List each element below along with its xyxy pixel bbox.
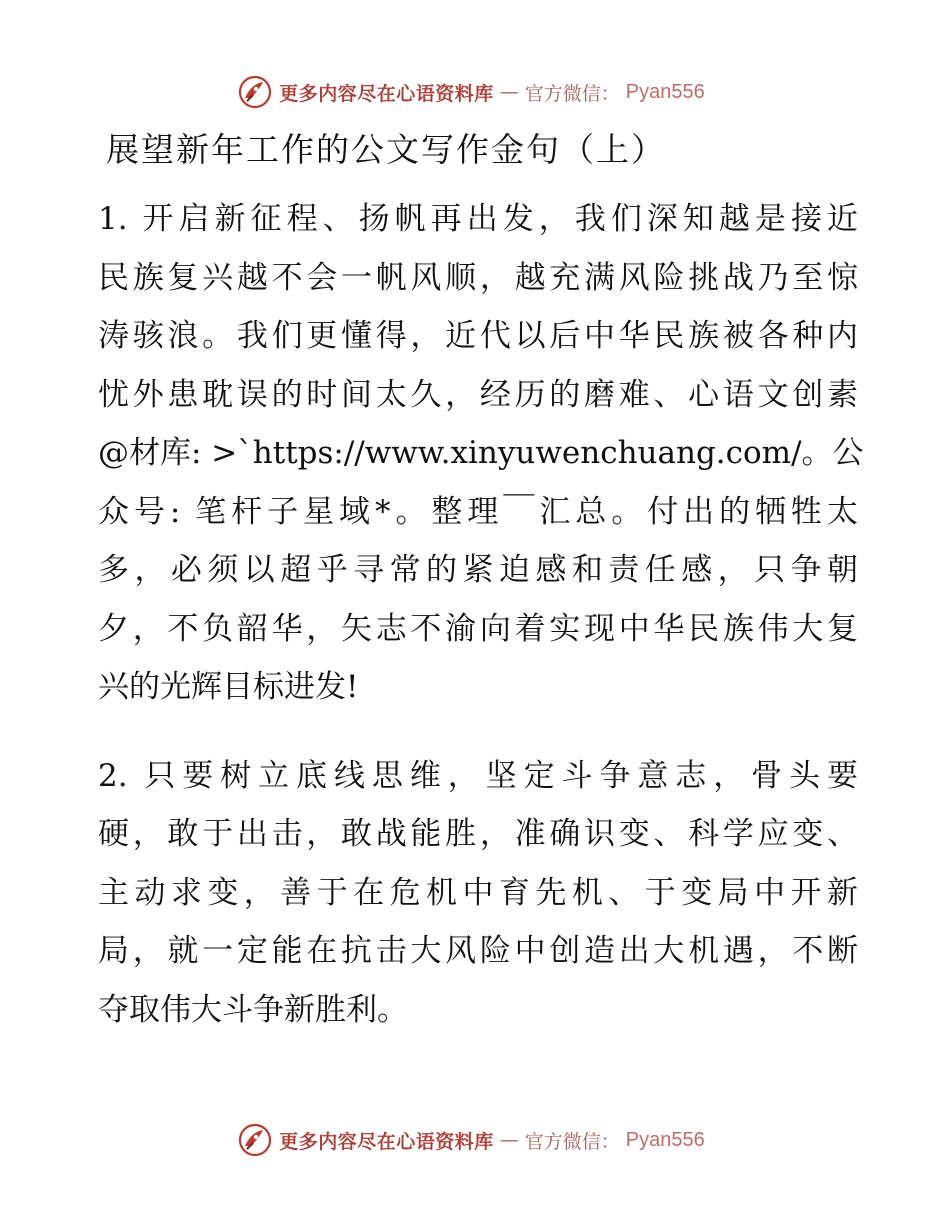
pen-nib-logo-icon — [237, 74, 273, 110]
pen-nib-logo-icon — [237, 1122, 273, 1158]
paragraph-line: 忧外患耽误的时间太久，经历的磨难、心语文创素 — [98, 376, 858, 413]
paragraph-line: 众号: 笔杆子星域*。整理￣汇总。付出的牺牲太 — [98, 493, 858, 530]
document-body — [98, 190, 864, 1069]
paragraph-line: 夺取伟大斗争新胜利。 — [98, 991, 408, 1028]
paragraph-line: 兴的光辉目标进发! — [98, 669, 359, 705]
paragraph-2 — [98, 747, 858, 1040]
paragraph-line: 局，就一定能在抗击大风险中创造出大机遇，不断 — [98, 933, 858, 969]
footer-banner — [0, 1120, 950, 1160]
paragraph-line: 多，必须以超乎寻常的紧迫感和责任感，只争朝 — [98, 552, 858, 588]
banner-dash: — — [499, 1129, 519, 1151]
banner-wechat-label: 官方微信： — [524, 82, 620, 105]
paragraph-line: 夕，不负韶华，矢志不渝向着实现中华民族伟大复 — [98, 610, 858, 647]
footer-banner-content — [237, 1122, 705, 1158]
header-banner-content — [237, 74, 705, 110]
paragraph-line: 民族复兴越不会一帆风顺，越充满风险挑战乃至惊 — [98, 259, 858, 296]
paragraph-line: 硬，敢于出击，敢战能胜，准确识变、科学应变、 — [98, 816, 858, 852]
document-title: 展望新年工作的公文写作金句（上） — [106, 130, 666, 169]
banner-wechat-id: Pyan556 — [625, 80, 705, 103]
paragraph-1 — [98, 190, 864, 717]
banner-wechat-label: 官方微信： — [524, 1130, 620, 1153]
paragraph-line: 主动求变，善于在危机中育先机、于变局中开新 — [98, 874, 858, 911]
banner-wechat-id: Pyan556 — [625, 1128, 705, 1151]
banner-site-text: 更多内容尽在心语资料库 — [279, 82, 494, 105]
paragraph-line: 2. 只要树立底线思维，坚定斗争意志，骨头要 — [98, 757, 858, 794]
header-banner — [0, 72, 950, 112]
banner-dash: — — [499, 81, 519, 103]
paragraph-line: 涛骇浪。我们更懂得，近代以后中华民族被各种内 — [98, 318, 858, 354]
paragraph-line: @材库: >`https://www.xinyuwenchuang.com/。公 — [98, 435, 864, 471]
paragraph-line: 1. 开启新征程、扬帆再出发，我们深知越是接近 — [98, 201, 858, 237]
banner-site-text: 更多内容尽在心语资料库 — [279, 1130, 494, 1153]
